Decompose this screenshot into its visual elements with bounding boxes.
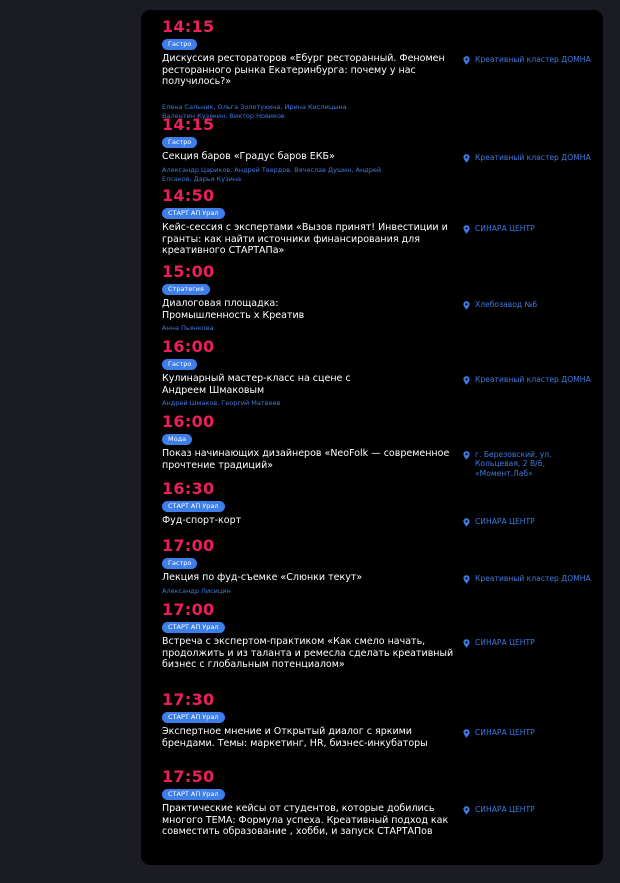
location-pin-icon (463, 301, 470, 310)
event-location-label: Хлебозавод №6 (475, 300, 538, 309)
event-location (475, 224, 600, 233)
event-title: Дискуссия рестораторов «Ебург ресторанный. Феномен ресторанного рынка Екатеринбурга: почему у нас получилось?» (162, 53, 445, 87)
event-title: Показ начинающих дизайнеров «NeoFolk — современное прочтение традиций» (162, 448, 450, 471)
event-tag[interactable]: СТАРТ АП Урал (162, 712, 225, 723)
location-pin-icon (463, 806, 470, 815)
event-location (475, 728, 600, 737)
event-time: 15:00 (162, 262, 215, 281)
event-location-label: СИНАРА ЦЕНТР (475, 805, 535, 814)
event-location (475, 55, 600, 64)
event-speakers: Александр Цариков, Андрей Твердов, Вячеслав Душин, Андрей Елсаков, Дарья Кузина (162, 166, 382, 183)
event-time: 16:00 (162, 412, 215, 431)
event-location-label: СИНАРА ЦЕНТР (475, 728, 535, 737)
event-time: 16:00 (162, 337, 215, 356)
event-location-label: Креативный кластер ДОМНА (475, 375, 591, 384)
event-location (475, 300, 600, 309)
event-title: Секция баров «Градус баров ЕКБ» (162, 151, 335, 162)
event-title: Встреча с экспертом-практиком «Как смело начать, продолжить и из таланта и ремесла сделать креативный бизнес с глобальным потенциалом» (162, 636, 454, 670)
event-time: 16:30 (162, 479, 215, 498)
event-title: Экспертное мнение и Открытый диалог с яркими брендами. Темы: маркетинг, HR, бизнес-инкубаторы (162, 726, 428, 749)
event-location-label: Креативный кластер ДОМНА (475, 55, 591, 64)
event-location (475, 805, 600, 814)
event-title: Лекция по фуд-съемке «Слюнки текут» (162, 572, 363, 583)
location-pin-icon (463, 225, 470, 234)
event-location-label: Креативный кластер ДОМНА (475, 153, 591, 162)
location-pin-icon (463, 639, 470, 648)
event-time: 14:50 (162, 186, 215, 205)
event-location-label: СИНАРА ЦЕНТР (475, 517, 535, 526)
event-time: 17:00 (162, 536, 215, 555)
event-location-label: Креативный кластер ДОМНА (475, 574, 591, 583)
event-time: 17:30 (162, 690, 215, 709)
event-time: 14:15 (162, 17, 215, 36)
event-location-label: СИНАРА ЦЕНТР (475, 638, 535, 647)
event-title: Практические кейсы от студентов, которые добились многого ТЕМА: Формула успеха. Креативный подход как совместить образование , хобби, и запуск СТАРТАПов (162, 803, 449, 837)
event-location (475, 574, 600, 583)
event-speakers: Анна Пьянкова (162, 324, 214, 332)
event-tag[interactable]: Гастро (162, 39, 197, 50)
event-speakers: Александр Лисицин (162, 587, 231, 595)
event-tag[interactable]: СТАРТ АП Урал (162, 208, 225, 219)
event-speakers: Елена Сальник, Ольга Золотухина, Ирина Кислицына Валентин Кузякин, Виктор Новиков (162, 103, 347, 120)
event-tag[interactable]: Мода (162, 434, 192, 445)
location-pin-icon (463, 56, 470, 65)
event-location (475, 638, 600, 647)
event-tag[interactable]: Гастро (162, 137, 197, 148)
event-time: 17:00 (162, 600, 215, 619)
event-time: 14:15 (162, 115, 215, 134)
schedule-panel[interactable] (141, 10, 603, 865)
event-speakers: Андрей Шмаков, Георгий Матвеев (162, 399, 281, 407)
event-title: Кулинарный мастер-класс на сцене с Андреем Шмаковым (162, 373, 351, 396)
event-title: Фуд-спорт-корт (162, 515, 242, 526)
event-location (475, 450, 590, 478)
event-time: 17:50 (162, 767, 215, 786)
event-location (475, 517, 600, 526)
location-pin-icon (463, 451, 470, 460)
event-title: Кейс-сессия с экспертами «Вызов принят! Инвестиции и гранты: как найти источники финансирования для креативного СТАРТАПа» (162, 222, 448, 256)
location-pin-icon (463, 376, 470, 385)
event-tag[interactable]: Гастро (162, 558, 197, 569)
location-pin-icon (463, 518, 470, 527)
event-tag[interactable]: СТАРТ АП Урал (162, 501, 225, 512)
event-tag[interactable]: СТАРТ АП Урал (162, 789, 225, 800)
event-location (475, 153, 600, 162)
event-title: Диалоговая площадка: Промышленность х Креатив (162, 298, 305, 321)
location-pin-icon (463, 154, 470, 163)
event-tag[interactable]: Стратегия (162, 284, 210, 295)
event-location (475, 375, 600, 384)
location-pin-icon (463, 729, 470, 738)
location-pin-icon (463, 575, 470, 584)
event-tag[interactable]: СТАРТ АП Урал (162, 622, 225, 633)
event-location-label: СИНАРА ЦЕНТР (475, 224, 535, 233)
event-tag[interactable]: Гастро (162, 359, 197, 370)
event-location-label: г. Березовский, ул. Кольцевая, 2 В/6, «Момент.Лаб» (475, 450, 552, 478)
